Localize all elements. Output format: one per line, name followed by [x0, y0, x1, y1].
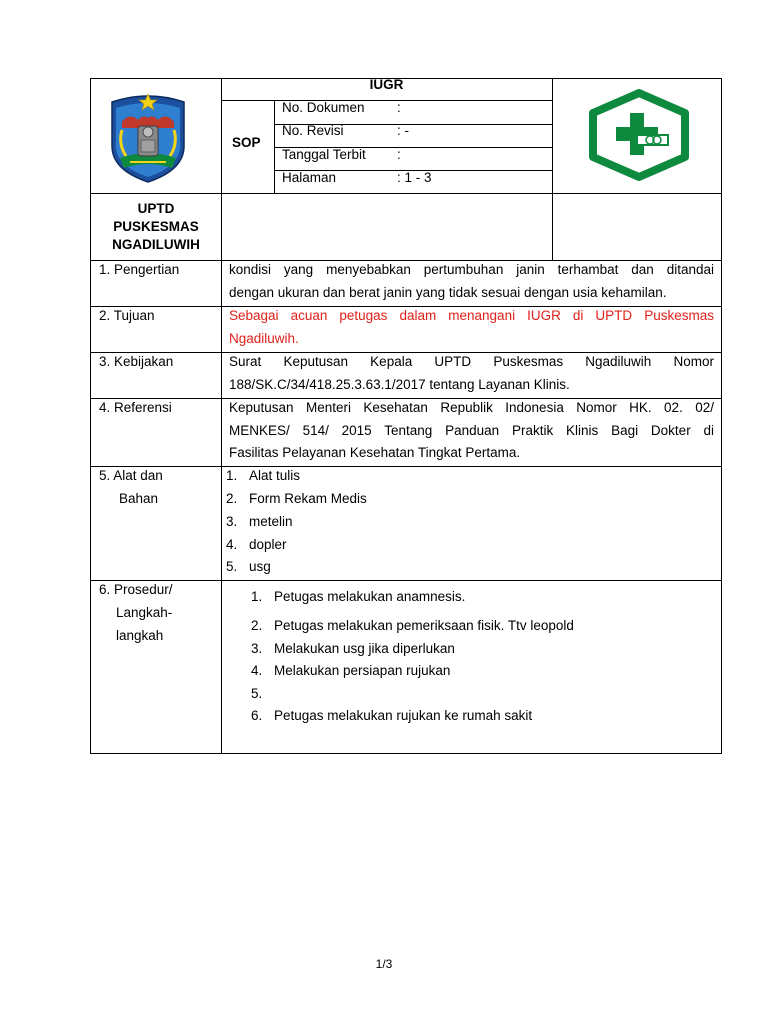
list-item-number: 4.	[226, 537, 238, 552]
doc-field-value: : 1 - 3	[397, 170, 432, 185]
page-number: 1/3	[375, 957, 393, 971]
org-line: NGADILUWIH	[112, 237, 200, 252]
pengertian-line: kondisi yang menyebabkan pertumbuhan janin terhambat dan ditandai	[229, 262, 714, 277]
list-item-number: 5.	[251, 686, 263, 701]
doc-field-label: No. Dokumen	[282, 100, 365, 115]
doc-field-value: :	[397, 147, 401, 162]
tujuan-line: Sebagai acuan petugas dalam menangani IUGR di UPTD Puskesmas	[229, 308, 714, 323]
list-item-number: 2.	[226, 491, 238, 506]
section-label-prosedur: Langkah-	[116, 605, 173, 620]
list-item-text: Petugas melakukan rujukan ke rumah sakit	[274, 708, 533, 723]
section-label-alat-bahan: Bahan	[119, 491, 159, 506]
list-item-number: 1.	[251, 589, 263, 604]
kebijakan-line: Surat Keputusan Kepala UPTD Puskesmas Ngadiluwih Nomor	[229, 354, 714, 369]
list-item-number: 5.	[226, 559, 238, 574]
section-label-alat-bahan: 5. Alat dan	[99, 468, 163, 483]
list-item-text: usg	[249, 559, 271, 574]
list-item-number: 3.	[226, 514, 238, 529]
list-item-number: 2.	[251, 618, 263, 633]
section-label-tujuan: 2. Tujuan	[99, 308, 155, 323]
doc-field-label: No. Revisi	[282, 123, 344, 138]
list-item-number: 4.	[251, 663, 263, 678]
referensi-line: Keputusan Menteri Kesehatan Republik Indonesia Nomor HK. 02. 02/	[229, 400, 714, 415]
section-label-kebijakan: 3. Kebijakan	[99, 354, 174, 369]
referensi-line: MENKES/ 514/ 2015 Tentang Panduan Praktik Klinis Bagi Dokter di	[229, 423, 714, 438]
doc-field-label: Tanggal Terbit	[282, 147, 366, 162]
list-item-text: Petugas melakukan pemeriksaan fisik. Ttv leopold	[274, 618, 574, 633]
document-title: IUGR	[369, 77, 404, 92]
doc-field-label: Halaman	[282, 170, 337, 185]
puskesmas-cross-logo-icon	[588, 89, 690, 181]
list-item-text: Form Rekam Medis	[249, 491, 367, 506]
org-line: PUSKESMAS	[113, 219, 199, 234]
pengertian-line: dengan ukuran dan berat janin yang tidak sesuai dengan usia kehamilan.	[229, 285, 667, 300]
section-label-prosedur: 6. Prosedur/	[99, 582, 173, 597]
section-label-pengertian: 1. Pengertian	[99, 262, 180, 277]
list-item-number: 1.	[226, 468, 238, 483]
list-item-text: Alat tulis	[249, 468, 301, 483]
list-item-text: dopler	[249, 537, 287, 552]
list-item-text: Melakukan usg jika diperlukan	[274, 641, 455, 656]
doc-field-value: :	[397, 100, 401, 115]
list-item-number: 3.	[251, 641, 263, 656]
tujuan-line: Ngadiluwih.	[229, 331, 299, 346]
sop-label: SOP	[232, 135, 261, 150]
list-item-text: Melakukan persiapan rujukan	[274, 663, 451, 678]
list-item-number: 6.	[251, 708, 263, 723]
list-item-text: Petugas melakukan anamnesis.	[274, 589, 466, 604]
referensi-line: Fasilitas Pelayanan Kesehatan Tingkat Pertama.	[229, 445, 521, 460]
kediri-regency-emblem-icon	[108, 88, 188, 184]
kebijakan-line: 188/SK.C/34/418.25.3.63.1/2017 tentang Layanan Klinis.	[229, 377, 570, 392]
section-label-prosedur: langkah	[116, 628, 164, 643]
list-item-text: metelin	[249, 514, 293, 529]
org-line: UPTD	[137, 201, 175, 216]
section-label-referensi: 4. Referensi	[99, 400, 172, 415]
doc-field-value: : -	[397, 123, 409, 138]
